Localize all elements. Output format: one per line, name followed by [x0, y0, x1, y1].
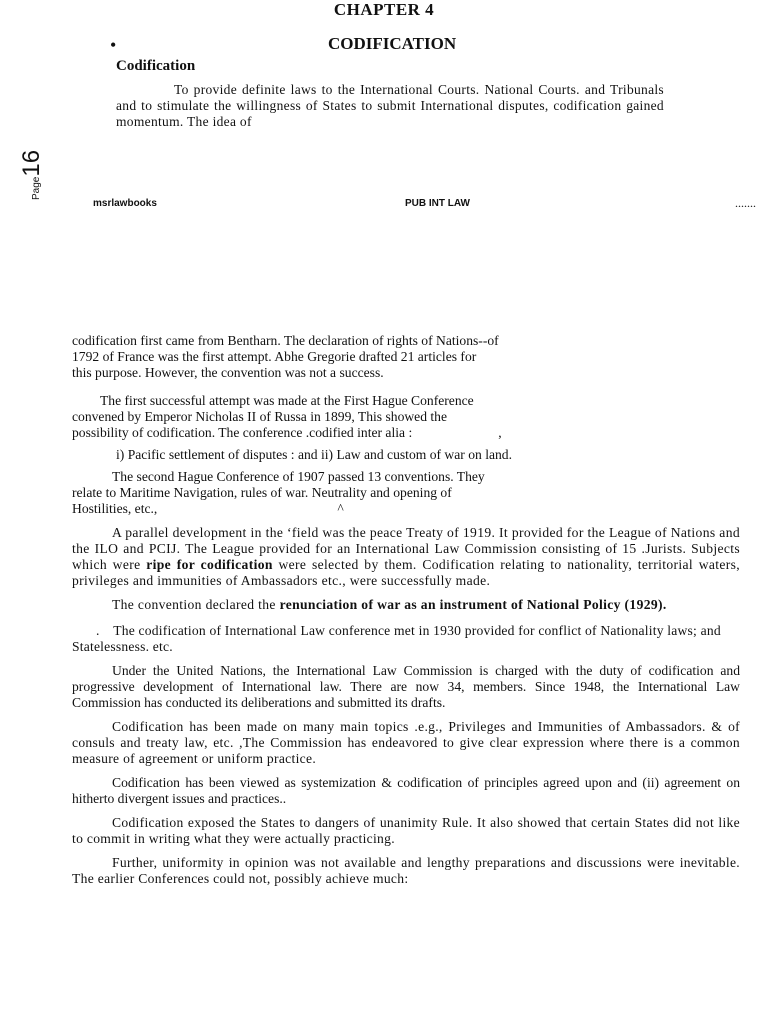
paragraph	[72, 333, 740, 381]
intro-text: To provide definite laws to the International Courts. National Courts. and Tribunals and to stimulate the willingness of States to submit International disputes, codification gained momentum. The idea of	[116, 82, 664, 129]
paragraph: Further, uniformity in opinion was not available and lengthy preparations and discussions were inevitable. The earlier Conferences could not, possibly achieve much:	[72, 855, 740, 886]
paragraph: Codification has been made on many main topics .e.g., Privileges and Immunities of Ambassadors. & of consuls and treaty law, etc. ,The Commission has endeavored to give clear expression where there is a common measure of agreement or uniform practice.	[72, 719, 740, 766]
text-line: relate to Maritime Navigation, rules of war. Neutrality and opening of	[72, 485, 452, 500]
chapter-heading: CHAPTER 4	[333, 0, 435, 19]
section-subheading: Codification	[116, 58, 196, 74]
stray-mark: ^	[337, 501, 344, 516]
text-line: The second Hague Conference of 1907 passed 13 conventions. They	[112, 469, 485, 484]
stray-dot: .	[96, 623, 100, 638]
text-run: The convention declared the	[112, 597, 276, 612]
paragraph: Codification has been viewed as systemization & codification of principles agreed upon and (ii) agreement on hitherto divergent issues and practices..	[72, 775, 740, 806]
text-line: convened by Emperor Nicholas II of Russa in 1899, This showed the	[72, 409, 448, 424]
text-line: The first successful attempt was made at the First Hague Conference	[100, 393, 474, 408]
paragraph	[72, 393, 740, 441]
page-number: 16	[18, 149, 45, 177]
paragraph	[72, 525, 740, 589]
paragraph	[72, 623, 740, 655]
footer-dots: .......	[735, 196, 756, 210]
text-run: A parallel development in the ‘field was the peace Treaty of 1919. It provided for the League of Nations and the ILO and PCIJ. The League provided for an International Law Commission consisting of 15 .Jurists. Subjects which were	[72, 525, 740, 572]
text-line: this purpose. However, the convention was not a success.	[72, 365, 384, 380]
text-line: 1792 of France was the first attempt. Abhe Gregorie drafted 21 articles for	[72, 349, 477, 364]
intro-paragraph	[116, 82, 664, 130]
text-line	[72, 425, 740, 441]
paragraph: Under the United Nations, the International Law Commission is charged with the duty of codification and progressive development of International law. There are now 34, members. Since 1948, the International Law Commission has conducted its deliberations and submitted its drafts.	[72, 663, 740, 710]
line-text: possibility of codification. The conference .codified inter alia :	[72, 425, 413, 440]
text-line	[72, 501, 740, 517]
paragraph: Codification exposed the States to dangers of unanimity Rule. It also showed that certain States did not like to commit in writing what they were actually practicing.	[72, 815, 740, 846]
text-run: were selected by them. Codification relating to nationality, territorial waters, privileges and immunities of Ambassadors etc., were successfully made.	[72, 557, 741, 588]
bold-run: ripe for codification	[146, 557, 273, 572]
footer-publisher: msrlawbooks	[93, 198, 157, 209]
footer-title: PUB INT LAW	[405, 198, 470, 209]
bold-run: renunciation of war as an instrument of National Policy (1929).	[279, 597, 667, 612]
page-number-label	[18, 140, 58, 200]
paragraph	[72, 469, 740, 517]
line-text: Hostilities, etc.,	[72, 501, 158, 516]
paragraph: i) Pacific settlement of disputes : and ii) Law and custom of war on land.	[116, 447, 513, 462]
text-run: The codification of International Law conference met in 1930 provided for conflict of Nationality laws; and Statelessness. etc.	[72, 623, 721, 654]
text-line: codification first came from Benthаrn. The declaration of rights of Nations--of	[72, 333, 499, 348]
bullet-mark: •	[110, 35, 117, 55]
chapter-title: CODIFICATION	[328, 34, 457, 53]
body-text	[72, 333, 740, 895]
stray-mark: ,	[498, 425, 502, 440]
page-word: Page	[31, 176, 42, 200]
paragraph	[72, 597, 740, 613]
